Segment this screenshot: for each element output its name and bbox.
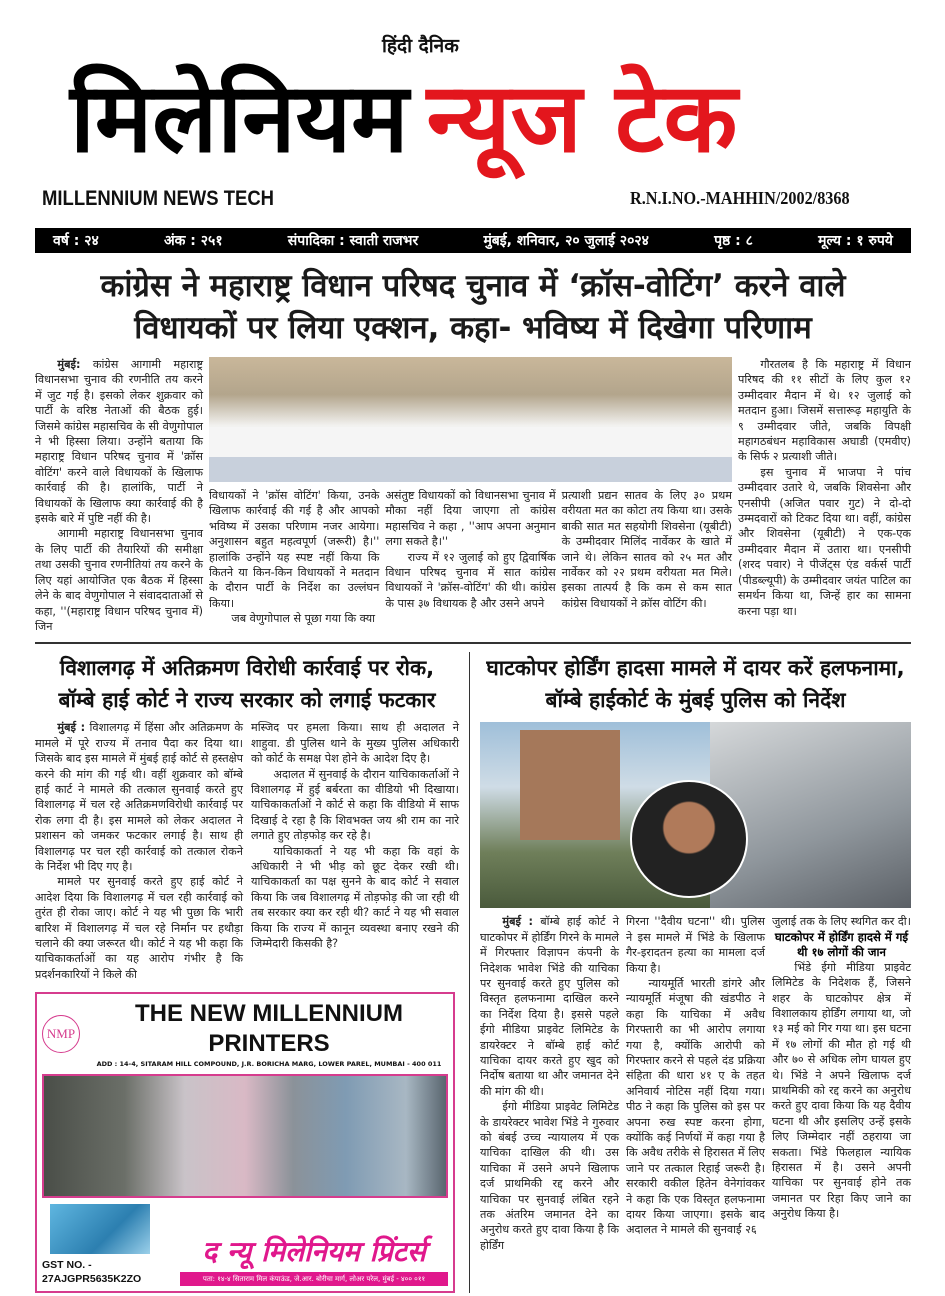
paragraph: कांग्रेस आगामी महाराष्ट्र विधानसभा चुनाव की रणनीति तय करने में जुट गई है। इसको लेकर शुक्रवार को पार्टी के वरिष्ठ नेताओं की बैठक हुई। जिसमे कांग्रेस महासचिव के सी वेणुगोपाल ने भी हिस्सा लिया। उन्होंने बताया कि महाराष्ट्र विधान परिषद चुनाव में 'क्रॉस वोटिंग' करने वाले विधायकों के खिलाफ कार्रवाई की है। हालांकि, पार्टी ने विधायकों के खिलाफ क्या कार्रवाई की है इसके बारे में पुष्टि नहीं की है।	[35, 358, 203, 526]
story3-body	[480, 914, 911, 1253]
story1-column-5	[738, 357, 911, 619]
headline-line: बॉम्बे हाई कोर्ट ने राज्य सरकार को लगाई फटकार	[58, 688, 436, 713]
paragraph: ईगो मीडिया प्राइवेट लिमिटेड के डायरेक्टर भावेश भिंडे ने गुरुवार को बंबई उच्च न्यायालय में एक याचिका दाखिल की थी। उस याचिका में उसने अपने खिलाफ दर्ज प्राथमिकी रद्द करने और याचिका पर सुनवाई लंबित रहने तक अंतरिम जमानत देने का अनुरोध करते हुए दावा किया है कि होर्डिंग	[480, 1100, 619, 1252]
ad-hindi-title: द न्यू मिलेनियम प्रिंटर्स	[202, 1235, 426, 1269]
masthead-english-name: MILLENNIUM NEWS TECH	[42, 187, 275, 210]
page-count: पृष्ठ : ८	[714, 233, 753, 249]
story3-headline	[480, 652, 911, 716]
lower-left	[35, 652, 463, 1293]
ad-address: ADD : 14-4, SITARAM HILL COMPOUND, J.R. BORICHA MARG, LOWER PAREL, MUMBAI - 400 011	[96, 1060, 442, 1069]
photo-table	[209, 427, 732, 457]
lower-section	[35, 652, 911, 1293]
story1-center-columns	[209, 488, 732, 627]
dateline-lead: मुंबई :	[502, 915, 534, 929]
accused-portrait	[630, 780, 748, 898]
price: मूल्य : १ रुपये	[818, 233, 893, 249]
editor: संपादिका : स्वाती राजभर	[287, 233, 419, 249]
story2-body	[35, 720, 459, 982]
masthead	[0, 0, 945, 222]
paragraph: विशालगढ़ में हिंसा और अतिक्रमण के मामले में पूरे राज्य में तनाव पैदा कर दिया था। जिसके बाद इस मामले में मुंबई हाई कोर्ट से हस्तक्षेप करने की मांग की गई थी। वहीं शुक्रवार को बॉम्बे हाई कार्ट ने मामले की तत्काल सुनवाई करते हुए विशालगढ़ में चल रहे अतिक्रमणविरोधी कार्रवाई पर रोक लगा दी है। इस मामले को लेकर अदालत ने प्रशासन को जमकर फटकार लगाई है। साथ ही विशालगढ़ पर चल रही कार्रवाई को तत्काल रोकने के निर्देश भी दिए गए है।	[35, 721, 243, 873]
headline-line: विधायकों पर लिया एक्शन, कहा- भविष्य में दिखेगा परिणाम	[134, 310, 812, 346]
paragraph: विधायकों ने 'क्रॉस वोटिंग' किया, उनके खिलाफ कार्रवाई की गई है और आपको भविष्य में उसका परिणाम नजर आयेगा। अनुशासन बहुत महत्वपूर्ण (जरूरी) है।'' हालांकि उन्होंने यह स्पष्ट नहीं किया कि कितने या किन-किन विधायकों ने मतदान के दौरान पार्टी के निर्देश का उल्लंघन किया।	[209, 489, 380, 610]
section-divider	[35, 642, 911, 644]
story1-photo-press-conference	[209, 357, 732, 482]
paragraph: प्रत्याशी प्रद्यन सातव के लिए ३० प्रथम वरीयता मत का कोटा तय किया था। उसके बाकी सात मत सहयोगी शिवसेना (यूबीटी) के उम्मीदवार मिलिंद नार्वेकर के खाते में जाने थे। लेकिन सातव को २५ मत और नार्वेकर को २२ प्रथम वरीयता मत मिले। इसका तात्पर्य है कि कम से कम सात कांग्रेस विधायकों ने क्रॉस वोटिंग की।	[561, 489, 732, 610]
printing-press-photo	[42, 1074, 448, 1198]
paragraph: बॉम्बे हाई कोर्ट ने घाटकोपर में होर्डिंग गिरने के मामले में गिरफ्तार विज्ञापन कंपनी के निदेशक भावेश भिंडे की याचिका पर सुनवाई करते हुए पुलिस को विस्तृत हलफनामा दाखिल करने का निर्देश दिया है। इससे पहले ईगो मीडिया प्राइवेट लिमिटेड के डायरेक्टर ने बॉम्बे हाई कोर्ट याचिका दायर करते हुए खुद को निर्दोष बताया था और जमानत देने की मांग की थी।	[480, 915, 619, 1098]
story3-subheading: घाटकोपर में होर्डिंग हादसे में गई थी १७ लोगों की जान	[774, 929, 909, 959]
dateline-lead: मुंबई:	[57, 358, 81, 371]
story3-photo-hoarding-collapse	[480, 722, 911, 908]
story1-headline	[35, 265, 911, 349]
headline-line: बॉम्बे हाईकोर्ट के मुंबई पुलिस को निर्देश	[545, 688, 846, 713]
paragraph: जुलाई तक के लिए स्थगित कर दी।	[772, 915, 911, 929]
story1-column-2	[209, 488, 379, 627]
paragraph: न्यायमूर्ति भारती डांगरे और न्यायमूर्ति मंजूषा की खंडपीठ ने कहा कि याचिका में अवैध गिरफ्तारी का भी आरोप लगाया गया है, क्योंकि आरोपी को गिरफ्तार करने से पहले दंड प्रक्रिया संहिता की धारा ४१ ए के तहत अनिवार्य नोटिस नहीं दिया गया। पीठ ने कहा कि पुलिस को इस पर अपना रुख स्पष्ट करना होगा, क्योंकि कई निर्णयों में कहा गया है कि अवैध तरीके से हिरासत में लिए जाने पर तत्काल रिहाई जरूरी है। सरकारी वकील हितेन वेनेगांवकर ने कहा कि एक विस्तृत हलफनामा दायर किया जाएगा। इसके बाद अदालत ने मामले की सुनवाई २६	[626, 976, 765, 1237]
story1-body	[35, 357, 911, 634]
lower-right	[476, 652, 911, 1253]
paragraph: गिरना ''दैवीय घटना'' थी। पुलिस ने इस मामले में भिंडे के खिलाफ गैर-इरादतन हत्या का मामला दर्ज किया है।	[626, 915, 765, 975]
headline-line: कांग्रेस ने महाराष्ट्र विधान परिषद चुनाव में ‘क्रॉस-वोटिंग’ करने वाले	[100, 268, 846, 304]
nmp-logo: NMP	[42, 1015, 80, 1053]
ad-hindi-address: पता: १४-४ सिताराम मिल कंपाऊंड, जे.आर. बोरीचा मार्ग, लोअर परेल, मुंबई - ४०० ०११	[180, 1272, 448, 1286]
story3-column-2	[626, 914, 765, 1253]
paragraph: मस्जिद पर हमला किया। साथ ही अदालत ने शाहुवा. डी पुलिस थाने के मुख्य पुलिस अधिकारी को कोर्ट के समक्ष पेश होने के आदेश दिए है।	[251, 721, 459, 766]
paragraph: अदालत में सुनवाई के दौरान याचिकाकर्ताओं ने विशालगढ़ में हुई बर्बरता का वीडियो भी दिखाया। याचिकाकर्ताओं ने कोर्ट से कहा कि वीडियो में साफ दिखाई दे रहा है कि शिवभक्त जय श्री राम का नारे लगाते हुए तोड़फोड़ कर रहे है।	[251, 767, 459, 843]
paragraph: मामले पर सुनवाई करते हुए हाई कोर्ट ने आदेश दिया कि विशालगढ़ में चल रही कार्रवाई को तुरंत ही रोका जाए। कोर्ट ने यह भी पुछा कि भारी बारिश में विशालगढ़ में चल रहे निर्मान पर हथौड़ा चलाने की क्या जरूरत थी। कोर्ट ने यह भी कहा कि याचिकाकर्ताओं का यह आरोप गंभीर है कि प्रदर्शनकारियों ने किले की	[35, 875, 243, 981]
story1-column-4	[562, 488, 732, 627]
paragraph: गौरतलब है कि महाराष्ट्र में विधान परिषद की ११ सीटों के लिए कुल १२ उम्मीदवार मैदान में थे। १२ जुलाई को मतदान हुआ। जिसमें सत्तारूढ़ महायुति के ९ उम्मीदवार जीते, जबकि विपक्षी महागठबंधन महाविकास अघाडी (एमवीए) के सिर्फ २ प्रत्याशी जीते।	[738, 358, 911, 464]
ad-footer	[42, 1204, 448, 1286]
dateline-lead: मुंबई :	[57, 721, 86, 735]
story2-headline	[35, 652, 459, 716]
masthead-title-red: न्यूज टेक	[426, 62, 738, 174]
headline-line: घाटकोपर होर्डिंग हादसा मामले में दायर करें हलफनामा,	[486, 656, 905, 681]
issue-info-bar	[35, 228, 911, 253]
printers-advertisement	[35, 992, 455, 1293]
court-building-image	[520, 730, 620, 840]
paragraph: इस चुनाव में भाजपा ने पांच उम्मीदवार उतारे थे, जबकि शिवसेना और एनसीपी (अजित पवार गुट) ने दो-दो उम्मदवारों को टिकट दिया था। वहीं, कांग्रेस और शिवसेना (यूबीटी) ने एक-एक उम्मीदवार मैदान में उतारा था। एनसीपी (शरद पवार) ने पीजेंट्स एंड वर्कर्स पार्टी (पीडब्ल्यूपी) के उम्मीदवार जयंत पाटिल का समर्थन किया था, जिन्हें हार का सामना करना पड़ा था।	[738, 465, 911, 618]
ad-titles	[90, 999, 448, 1069]
masthead-title-black: मिलेनियम	[70, 62, 409, 174]
ad-footer-right	[180, 1232, 448, 1286]
story2-column-1	[35, 720, 243, 982]
column-divider	[469, 652, 470, 1293]
paragraph: असंतुष्ट विधायकों को विधानसभा चुनाव में मौका नहीं दिया जाएगा तो कांग्रेस महासचिव ने कहा , ''आप अपना अनुमान लगा सकते है।''	[385, 489, 556, 549]
paragraph: आगामी महाराष्ट्र विधानसभा चुनाव के लिए पार्टी की तैयारियों की समीक्षा तथा उसकी चुनाव रणनीतियां तय करने के लिए यहां आयोजित एक बैठक में हिस्सा लेने के बाद वेणुगोपाल ने संवाददाताओं से कहा, ''(महाराष्ट्र विधान परिषद चुनाव में) जिन	[35, 527, 203, 633]
ad-footer-left	[42, 1204, 172, 1286]
ad-header	[42, 999, 448, 1069]
story2-column-2	[251, 720, 459, 982]
page-content	[35, 265, 911, 1293]
photo-tablecloth	[209, 457, 732, 482]
issue-number: अंक : २५१	[163, 233, 223, 249]
ad-title: THE NEW MILLENNIUM PRINTERS	[135, 1000, 403, 1058]
story1-column-1	[35, 357, 203, 634]
masthead-title	[70, 62, 737, 174]
dateline: मुंबई, शनिवार, २० जुलाई २०२४	[483, 233, 649, 249]
rni-number: R.N.I.NO.-MAHHIN/2002/8368	[630, 188, 850, 208]
headline-line: विशालगढ़ में अतिक्रमण विरोधी कार्रवाई पर रोक,	[59, 656, 435, 681]
paragraph: जब वेणुगोपाल से पूछा गया कि क्या	[231, 612, 375, 626]
story3-column-3	[772, 914, 911, 1253]
paragraph: भिंडे ईगो मीडिया प्राइवेट लिमिटेड के निदेशक हैं, जिसने शहर के घाटकोपर क्षेत्र में विशालकाय होर्डिंग लगाया था, जो १३ मई को गिर गया था। इस घटना में १७ लोगों की मौत हो गई थी और ७० से अधिक लोग घायल हुए थे। भिंडे ने अपने खिलाफ दर्ज प्राथमिकी को रद्द करने का अनुरोध करते हुए दावा किया कि यह दैवीय घटना थी और इसलिए उन्हें इसके लिए जिम्मेदार नहीं ठहराया जा सकता। भिंडे फिलहाल न्यायिक हिरासत में है। उसने अपनी याचिका पर सुनवाई होने तक जमानत पर रिहा किए जाने का अनुरोध किया है।	[772, 960, 911, 1221]
masthead-tagline: हिंदी दैनिक	[382, 35, 459, 57]
printing-machine-image	[50, 1204, 150, 1254]
paragraph: याचिकाकर्ता ने यह भी कहा कि वहां के अधिकारी ने भी भीड़ को छूट देकर रखी थी। याचिकाकर्ता का पक्ष सुनने के बाद कोर्ट ने सवाल किया कि जब विशालगढ़ में तोड़फोड़ की जा रही थी तब सरकार क्या कर रही थी? कार्ट ने यह भी सवाल किया कि राज्य में कानून व्यवस्था बनाए रखने की जिम्मेदारी किसकी है?	[251, 844, 459, 950]
gst-number: GST NO. - 27AJGPR5635K2ZO	[42, 1259, 142, 1286]
story1-column-3	[385, 488, 555, 627]
paragraph: राज्य में १२ जुलाई को हुए द्विवार्षिक विधान परिषद चुनाव में सात कांग्रेस विधायकों ने 'क्रॉस-वोटिंग' की थी। कांग्रेस के पास ३७ विधायक है और उसने अपने	[385, 550, 556, 610]
story1-center	[209, 357, 732, 627]
year: वर्ष : २४	[53, 233, 99, 249]
story3-column-1	[480, 914, 619, 1253]
